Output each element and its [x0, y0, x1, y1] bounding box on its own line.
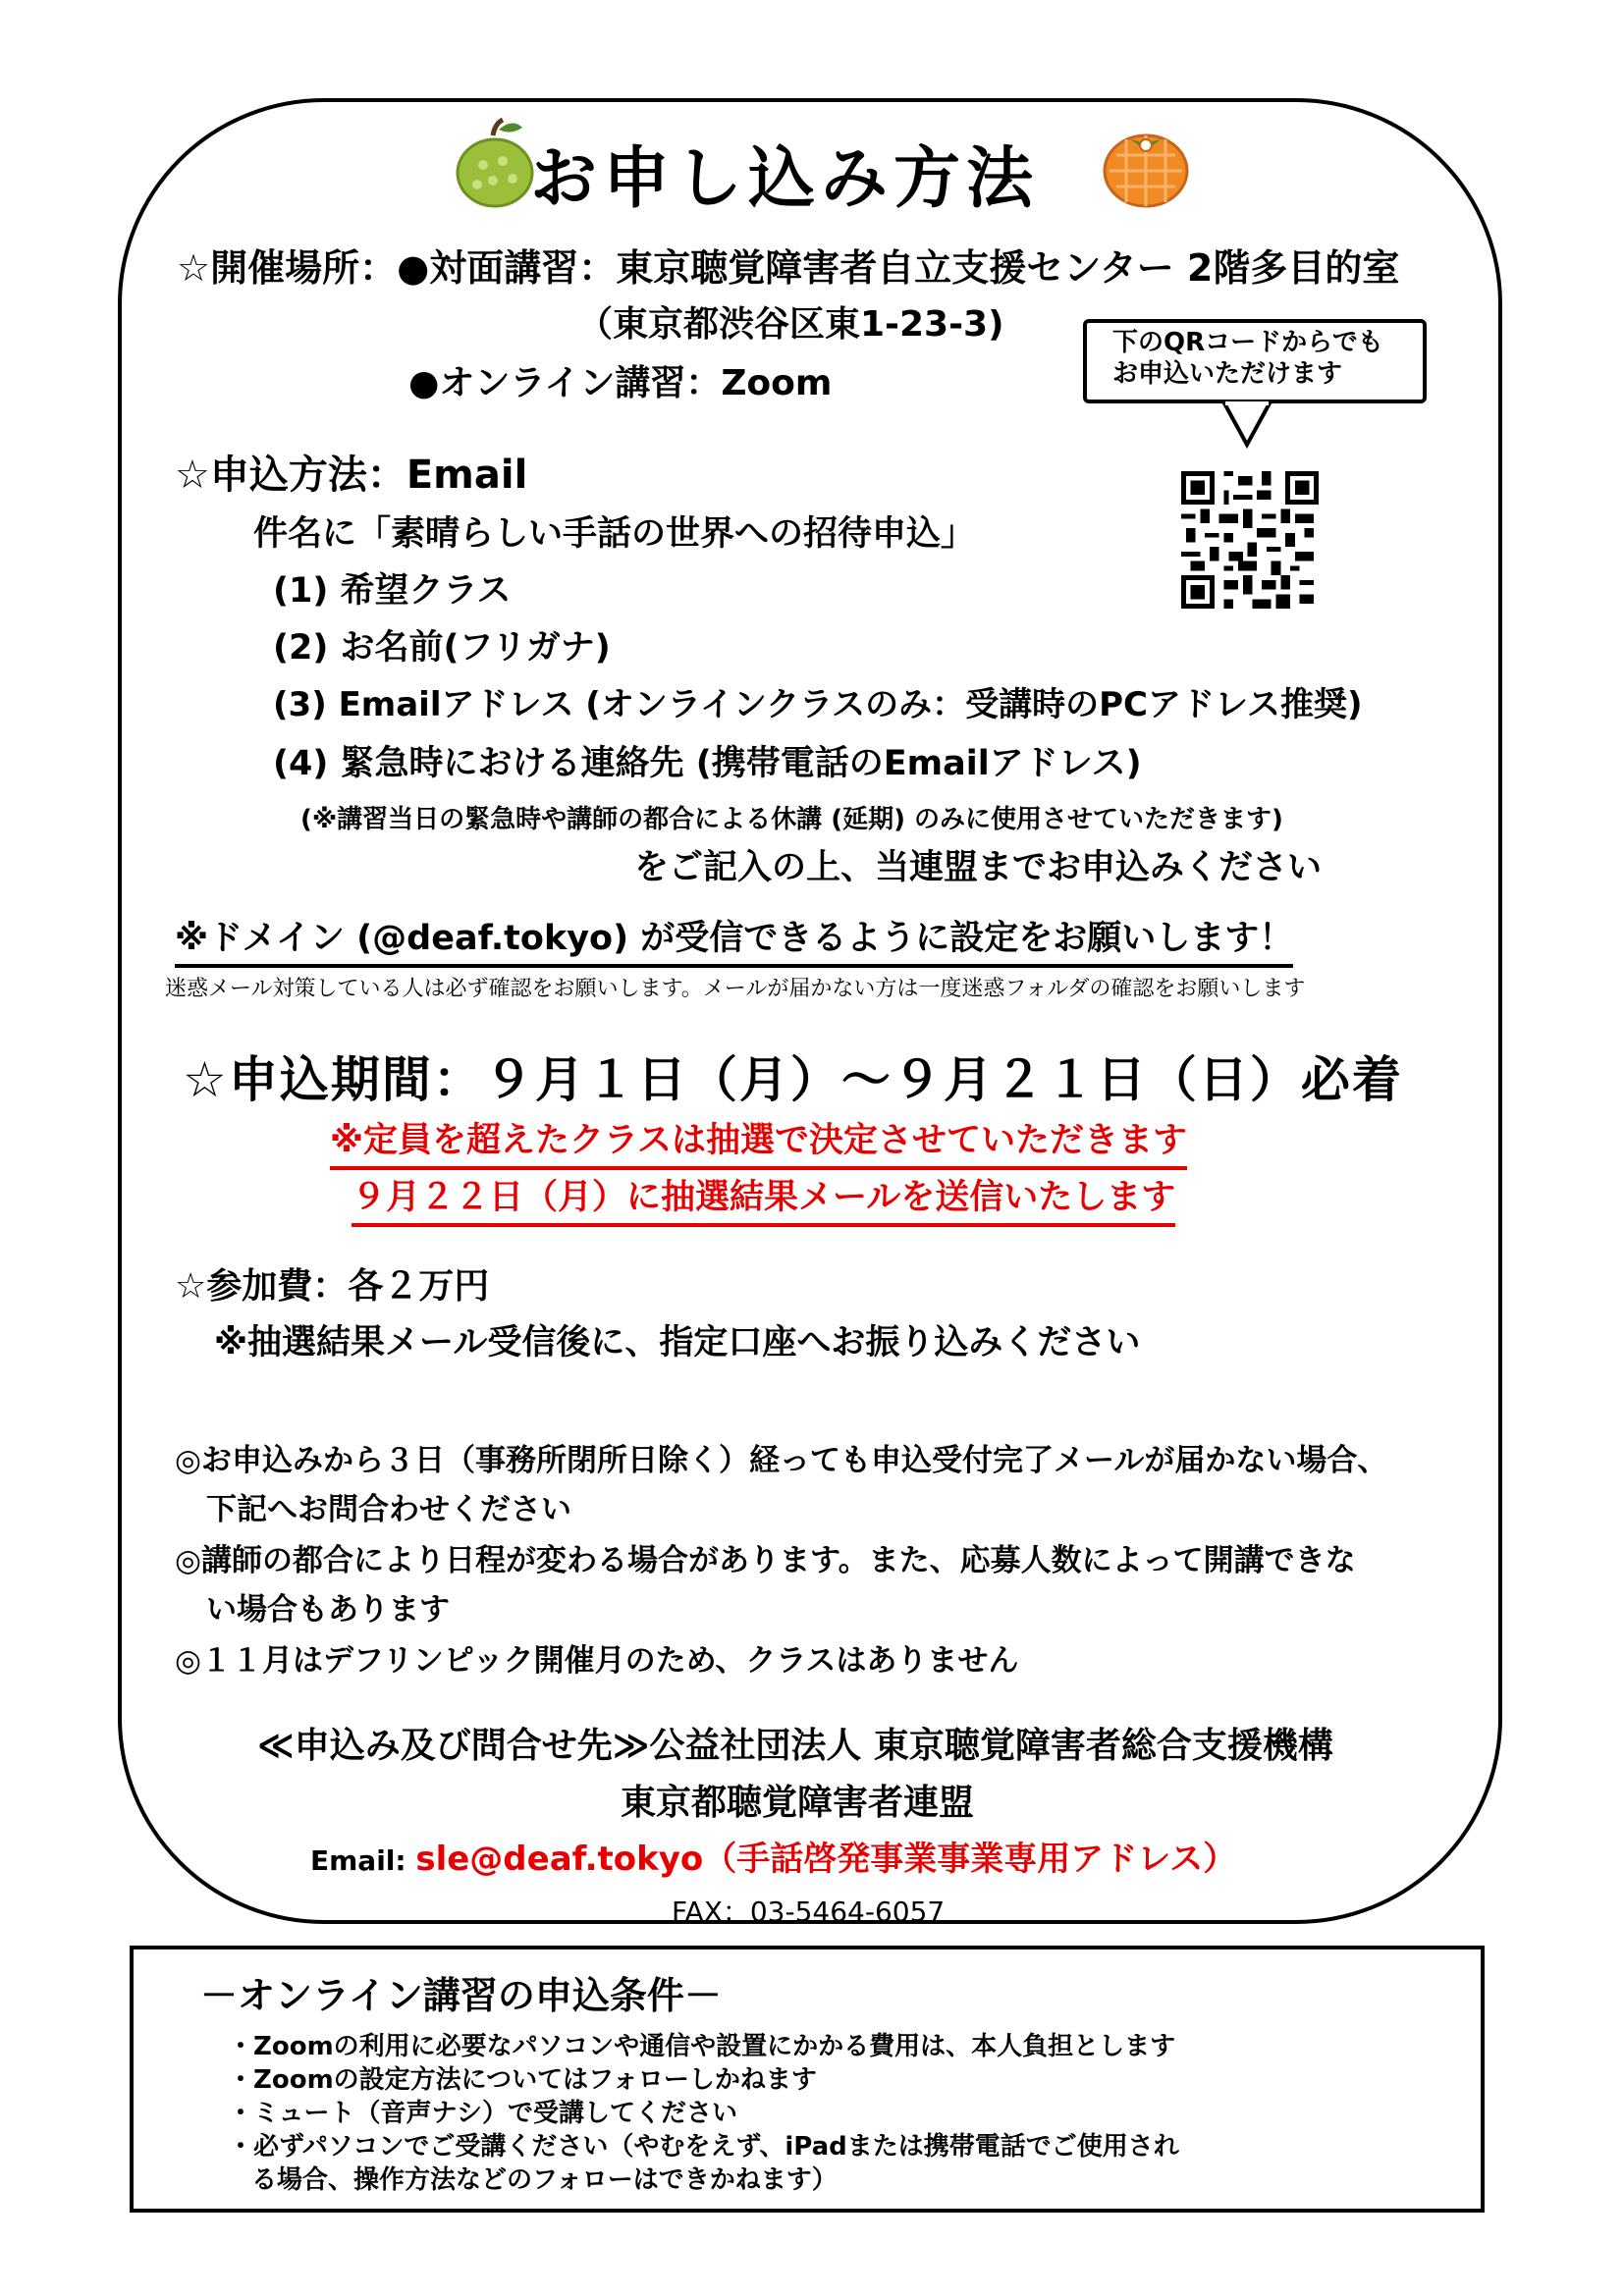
- application-closing: をご記入の上、当連盟までお申込みください: [634, 848, 1323, 887]
- online-condition-4-cont: る場合、操作方法などのフォローはできかねます）: [251, 2165, 838, 2195]
- application-item-3: (3) Emailアドレス (オンラインクラスのみ：受講時のPCアドレス推奨): [273, 685, 1363, 724]
- persimmon-icon: [1102, 126, 1190, 208]
- apple-icon: [454, 118, 536, 208]
- qr-bubble-line2: お申込いただけます: [1112, 359, 1343, 389]
- contact-email: [310, 1832, 1236, 1880]
- contact-line1: ≪申込み及び問合せ先≫公益社団法人 東京聴覚障害者総合支援機構: [257, 1726, 1333, 1766]
- application-heading: ☆申込方法：Email: [175, 453, 528, 498]
- down-arrow-icon: [1218, 401, 1276, 451]
- note-1a: ◎お申込みから３日（事務所閉所日除く）経っても申込受付完了メールが届かない場合、: [175, 1443, 1388, 1478]
- contact-fax: FAX：03-5464-6057: [672, 1896, 946, 1928]
- note-1b: 下記へお問合わせください: [206, 1492, 571, 1527]
- online-condition-2: ・Zoomの設定方法についてはフォローしかねます: [228, 2065, 817, 2095]
- fee-heading: ☆参加費：各２万円: [175, 1266, 490, 1307]
- application-item-4: (4) 緊急時における連絡先 (携帯電話のEmailアドレス): [273, 744, 1142, 783]
- note-3: ◎１１月はデフリンピック開催月のため、クラスはありません: [175, 1643, 1019, 1679]
- online-condition-4: ・必ずパソコンでご受講ください（やむをえず、iPadまたは携帯電話でご使用され: [228, 2132, 1179, 2162]
- application-period: ☆申込期間：９月１日（月）～９月２１日（日）必着: [183, 1051, 1403, 1108]
- venue-online: ●オンライン講習：Zoom: [408, 363, 833, 403]
- application-note: (※講習当日の緊急時や講師の都合による休講 (延期) のみに使用させていただきます): [300, 805, 1283, 834]
- contact-email-value[interactable]: sle@deaf.tokyo（手話啓発事業事業専用アドレス）: [415, 1840, 1237, 1879]
- application-item-1: (1) 希望クラス: [273, 571, 512, 611]
- application-subject: 件名に「素晴らしい手話の世界への招待申込」: [253, 514, 976, 554]
- venue-line1: ☆開催場所：●対面講習：東京聴覚障害者自立支援センター 2階多目的室: [177, 246, 1400, 290]
- qr-code-icon[interactable]: [1181, 471, 1319, 609]
- fee-note: ※抽選結果メール受信後に、指定口座へお振り込みください: [214, 1323, 1141, 1362]
- online-conditions-title: －オンライン講習の申込条件－: [200, 1974, 722, 2017]
- contact-line2: 東京都聴覚障害者連盟: [621, 1783, 975, 1823]
- note-2b: い場合もあります: [206, 1592, 450, 1628]
- contact-email-label: Email:: [310, 1844, 416, 1877]
- venue-address: （東京都渋谷区東1-23-3): [577, 304, 1004, 345]
- online-condition-1: ・Zoomの利用に必要なパソコンや通信や設置にかかる費用は、本人負担とします: [228, 2032, 1176, 2061]
- note-2a: ◎講師の都合により日程が変わる場合があります。また、応募人数によって開講できな: [175, 1543, 1356, 1578]
- domain-notice: ※ドメイン (@deaf.tokyo) が受信できるように設定をお願いします！: [175, 911, 1293, 968]
- domain-notice-sub: 迷惑メール対策している人は必ず確認をお願いします。メールが届かない方は一度迷惑フォルダの確認をお願いします: [165, 977, 1306, 1001]
- lottery-result-notice: ９月２２日（月）に抽選結果メールを送信いたします: [352, 1170, 1175, 1227]
- qr-bubble: [1083, 319, 1427, 403]
- online-condition-3: ・ミュート（音声ナシ）で受講してください: [228, 2099, 737, 2128]
- application-item-2: (2) お名前(フリガナ): [273, 628, 611, 667]
- page-title: お申し込み方法: [530, 140, 1040, 218]
- lottery-notice: ※定員を超えたクラスは抽選で決定させていただきます: [330, 1113, 1187, 1170]
- qr-bubble-line1: 下のQRコードからでも: [1112, 328, 1383, 357]
